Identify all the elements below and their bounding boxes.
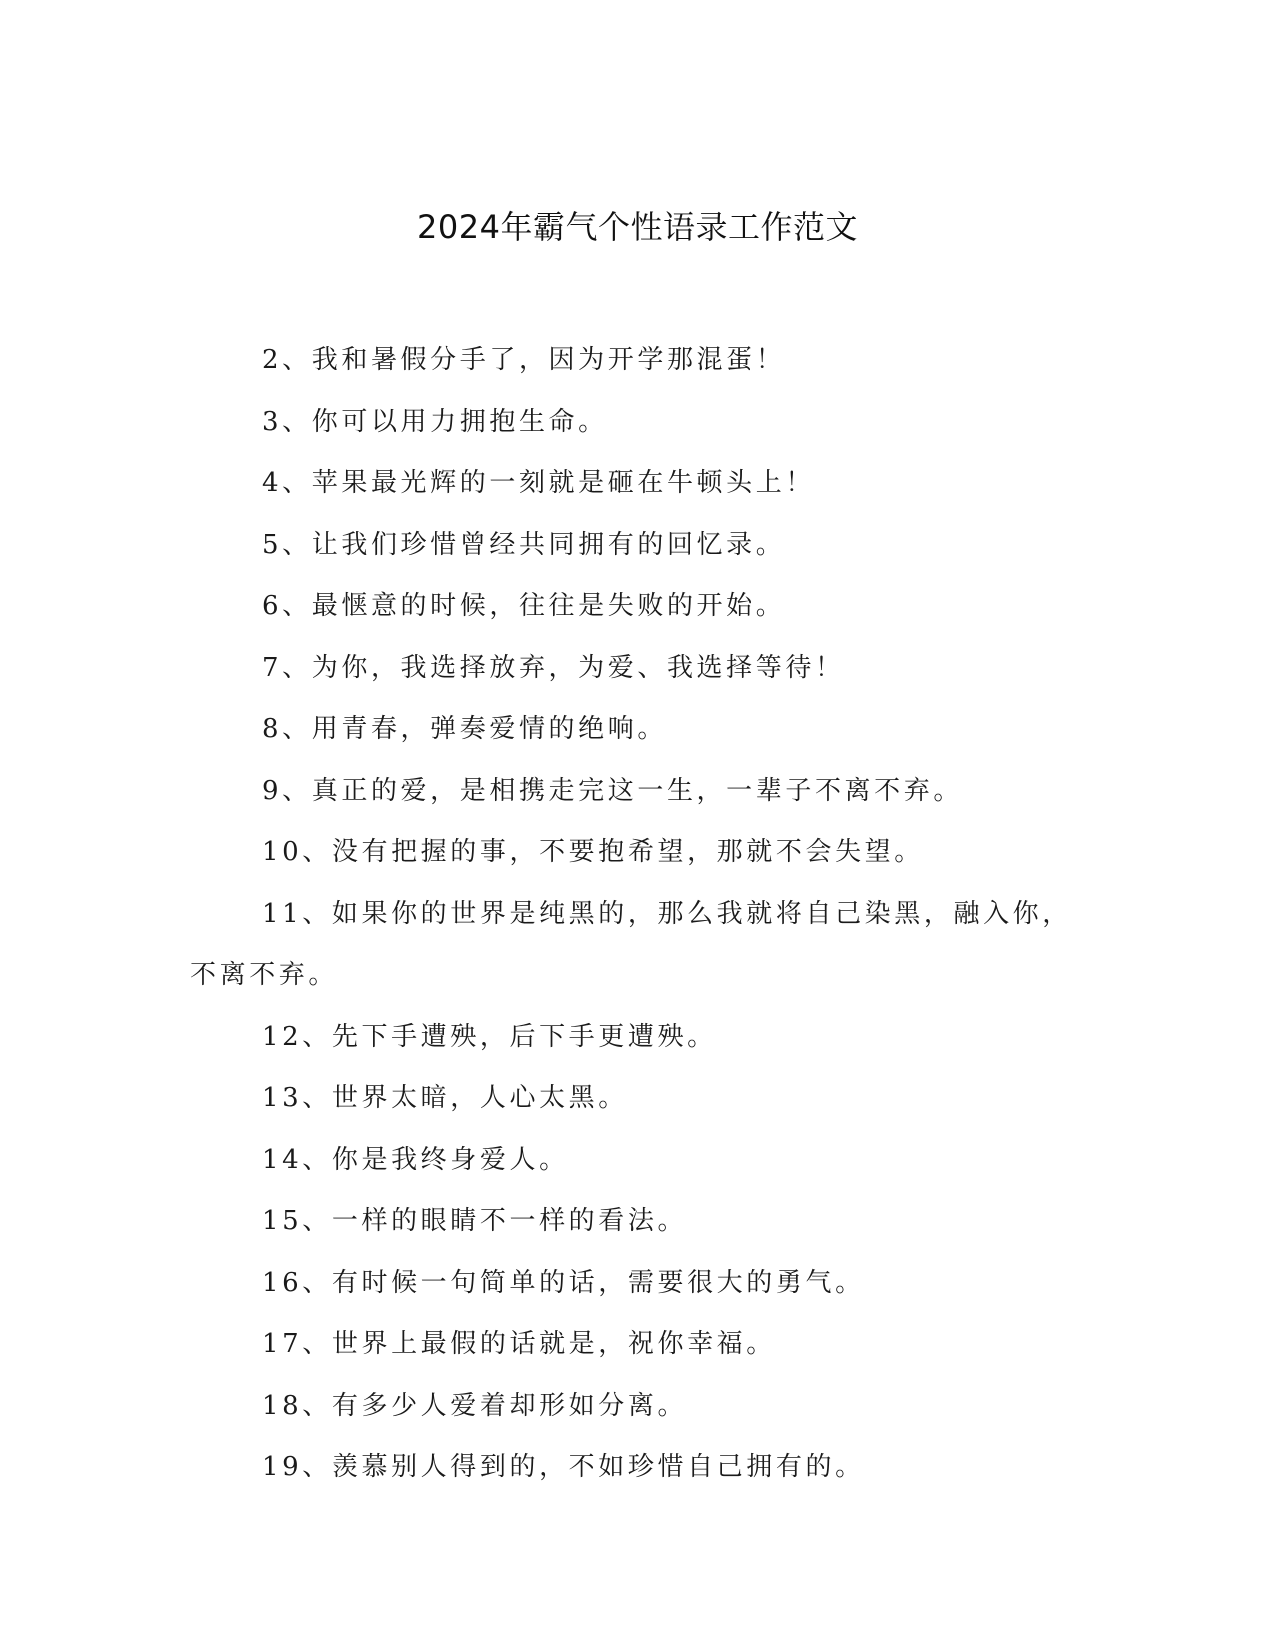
quote-paragraph: 4、苹果最光辉的一刻就是砸在牛顿头上！ [262,468,815,498]
quote-paragraph: 17、世界上最假的话就是，祝你幸福。 [262,1329,776,1359]
page-title: 2024年霸气个性语录工作范文 [417,208,858,246]
quote-paragraph: 5、让我们珍惜曾经共同拥有的回忆录。 [262,529,786,560]
quote-paragraph: 15、一样的眼睛不一样的看法。 [262,1206,688,1236]
quote-paragraph: 2、我和暑假分手了，因为开学那混蛋！ [262,345,786,375]
quote-paragraph: 8、用青春，弹奏爱情的绝响。 [262,714,667,744]
quote-paragraph: 19、羡慕别人得到的，不如珍惜自己拥有的。 [262,1452,865,1482]
quote-list [190,330,1085,1499]
quote-paragraph: 3、你可以用力拥抱生命。 [262,406,608,437]
quote-paragraph: 11、如果你的世界是纯黑的，那么我就将自己染黑，融入你，不离不弃。 [190,898,1072,990]
quote-paragraph: 12、先下手遭殃，后下手更遭殃。 [262,1021,717,1052]
quote-paragraph: 16、有时候一句简单的话，需要很大的勇气。 [262,1267,865,1298]
quote-paragraph: 6、最惬意的时候，往往是失败的开始。 [262,591,786,621]
quote-paragraph: 10、没有把握的事，不要抱希望，那就不会失望。 [262,837,924,867]
quote-paragraph: 13、世界太暗，人心太黑。 [262,1083,628,1113]
quote-paragraph: 14、你是我终身爱人。 [262,1144,569,1175]
quote-paragraph: 9、真正的爱，是相携走完这一生，一辈子不离不弃。 [262,775,963,806]
quote-paragraph: 7、为你，我选择放弃，为爱、我选择等待！ [262,652,845,683]
quote-paragraph: 18、有多少人爱着却形如分离。 [262,1390,688,1421]
